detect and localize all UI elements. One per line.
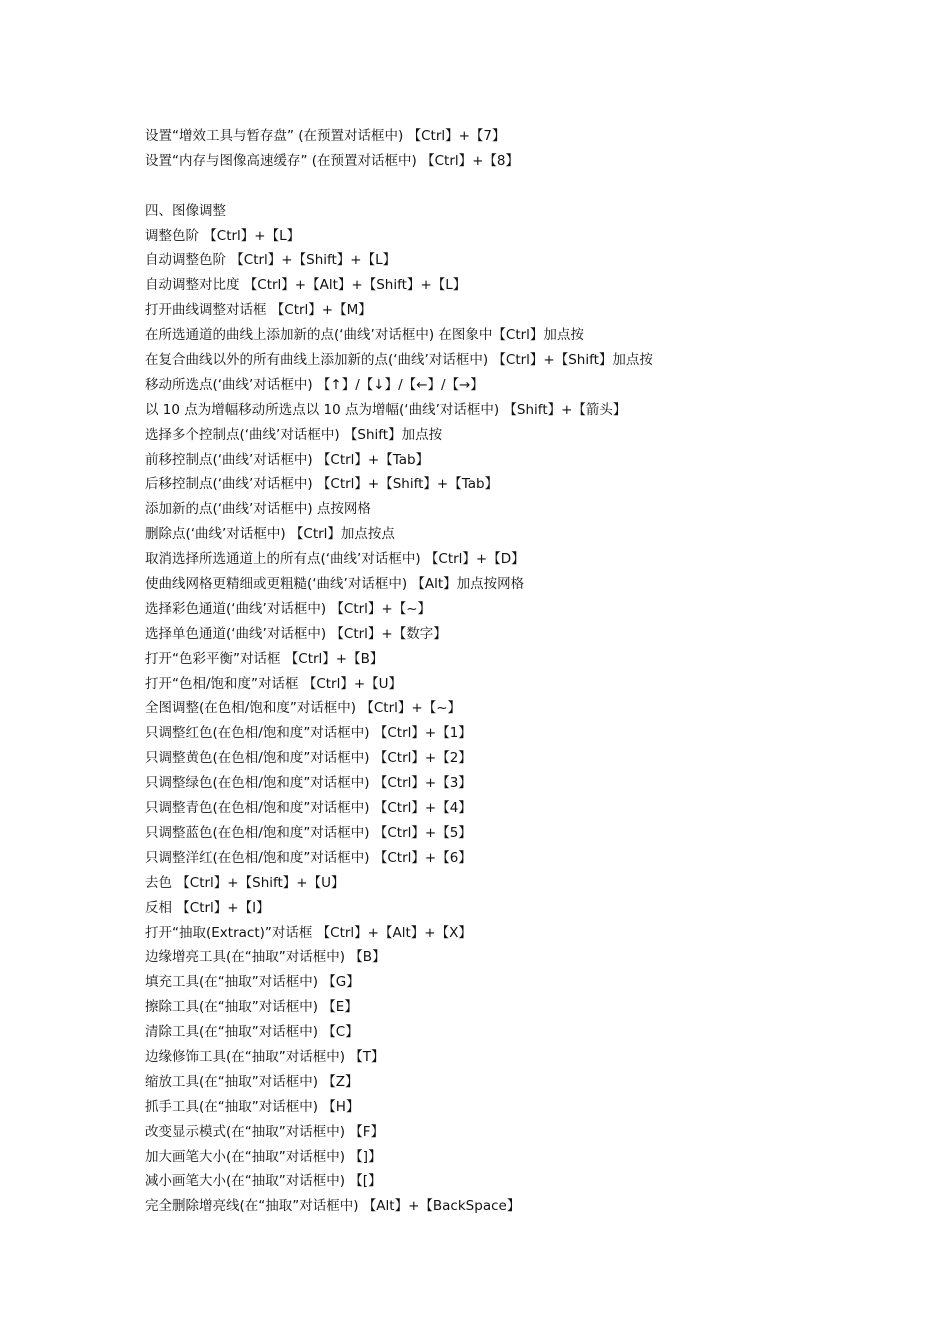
text-line: 去色 【Ctrl】+【Shift】+【U】: [145, 874, 345, 891]
text-line: 改变显示模式(在“抽取”对话框中) 【F】: [145, 1123, 385, 1140]
text-line: 在复合曲线以外的所有曲线上添加新的点(‘曲线’对话框中) 【Ctrl】+【Shift】加点按: [145, 352, 653, 369]
text-line: 边缘增亮工具(在“抽取”对话框中) 【B】: [145, 949, 386, 966]
text-line: 后移控制点(‘曲线’对话框中) 【Ctrl】+【Shift】+【Tab】: [145, 476, 499, 493]
text-line: 选择多个控制点(‘曲线’对话框中) 【Shift】加点按: [145, 426, 443, 443]
text-line: 边缘修饰工具(在“抽取”对话框中) 【T】: [145, 1048, 385, 1065]
text-line: 使曲线网格更精细或更粗糙(‘曲线’对话框中) 【Alt】加点按网格: [145, 576, 525, 593]
text-line: 打开曲线调整对话框 【Ctrl】+【M】: [145, 302, 372, 319]
text-line: 填充工具(在“抽取”对话框中) 【G】: [145, 974, 360, 991]
text-line: 选择单色通道(‘曲线’对话框中) 【Ctrl】+【数字】: [145, 625, 447, 642]
text-line: 只调整红色(在色相/饱和度”对话框中) 【Ctrl】+【1】: [145, 725, 472, 742]
text-line: 只调整青色(在色相/饱和度”对话框中) 【Ctrl】+【4】: [145, 800, 472, 817]
text-line: 打开“色相/饱和度”对话框 【Ctrl】+【U】: [145, 675, 403, 692]
text-line: 设置“增效工具与暂存盘” (在预置对话框中) 【Ctrl】+【7】: [145, 128, 506, 144]
text-line: 打开“色彩平衡”对话框 【Ctrl】+【B】: [145, 650, 384, 667]
text-line: 只调整蓝色(在色相/饱和度”对话框中) 【Ctrl】+【5】: [145, 824, 472, 841]
text-line: 缩放工具(在“抽取”对话框中) 【Z】: [145, 1073, 359, 1090]
text-line: 只调整洋红(在色相/饱和度”对话框中) 【Ctrl】+【6】: [145, 849, 472, 866]
text-line: 取消选择所选通道上的所有点(‘曲线’对话框中) 【Ctrl】+【D】: [145, 551, 525, 568]
text-line: 擦除工具(在“抽取”对话框中) 【E】: [145, 999, 358, 1016]
document-body: [145, 124, 905, 1219]
text-line: 前移控制点(‘曲线’对话框中) 【Ctrl】+【Tab】: [145, 451, 430, 468]
text-line: 调整色阶 【Ctrl】+【L】: [145, 227, 301, 244]
text-line: 删除点(‘曲线’对话框中) 【Ctrl】加点按点: [145, 526, 395, 543]
text-line: 加大画笔大小(在“抽取”对话框中) 【]】: [145, 1148, 382, 1165]
text-line: 打开“抽取(Extract)”对话框 【Ctrl】+【Alt】+【X】: [145, 924, 472, 941]
text-line: 反相 【Ctrl】+【I】: [145, 899, 270, 916]
blank-line: [145, 174, 905, 199]
text-line: 以 10 点为增幅移动所选点以 10 点为增幅(‘曲线’对话框中) 【Shift】+【箭头】: [145, 401, 627, 418]
text-line: 只调整绿色(在色相/饱和度”对话框中) 【Ctrl】+【3】: [145, 775, 472, 792]
text-line: 减小画笔大小(在“抽取”对话框中) 【[】: [145, 1173, 382, 1190]
text-line: 设置“内存与图像高速缓存” (在预置对话框中) 【Ctrl】+【8】: [145, 152, 520, 169]
text-line: 添加新的点(‘曲线’对话框中) 点按网格: [145, 501, 371, 518]
text-line: 完全删除增亮线(在“抽取”对话框中) 【Alt】+【BackSpace】: [145, 1198, 521, 1215]
text-line: 选择彩色通道(‘曲线’对话框中) 【Ctrl】+【~】: [145, 600, 432, 617]
section-heading: 四、图像调整: [145, 202, 226, 219]
text-line: 自动调整色阶 【Ctrl】+【Shift】+【L】: [145, 252, 397, 269]
text-line: 自动调整对比度 【Ctrl】+【Alt】+【Shift】+【L】: [145, 277, 467, 294]
text-line: 在所选通道的曲线上添加新的点(‘曲线’对话框中) 在图象中【Ctrl】加点按: [145, 327, 584, 344]
text-line: 只调整黄色(在色相/饱和度”对话框中) 【Ctrl】+【2】: [145, 750, 472, 767]
text-line: 清除工具(在“抽取”对话框中) 【C】: [145, 1024, 359, 1041]
text-line: 全图调整(在色相/饱和度”对话框中) 【Ctrl】+【~】: [145, 700, 462, 717]
text-line: 移动所选点(‘曲线’对话框中) 【↑】/【↓】/【←】/【→】: [145, 376, 484, 393]
text-line: 抓手工具(在“抽取”对话框中) 【H】: [145, 1098, 360, 1115]
